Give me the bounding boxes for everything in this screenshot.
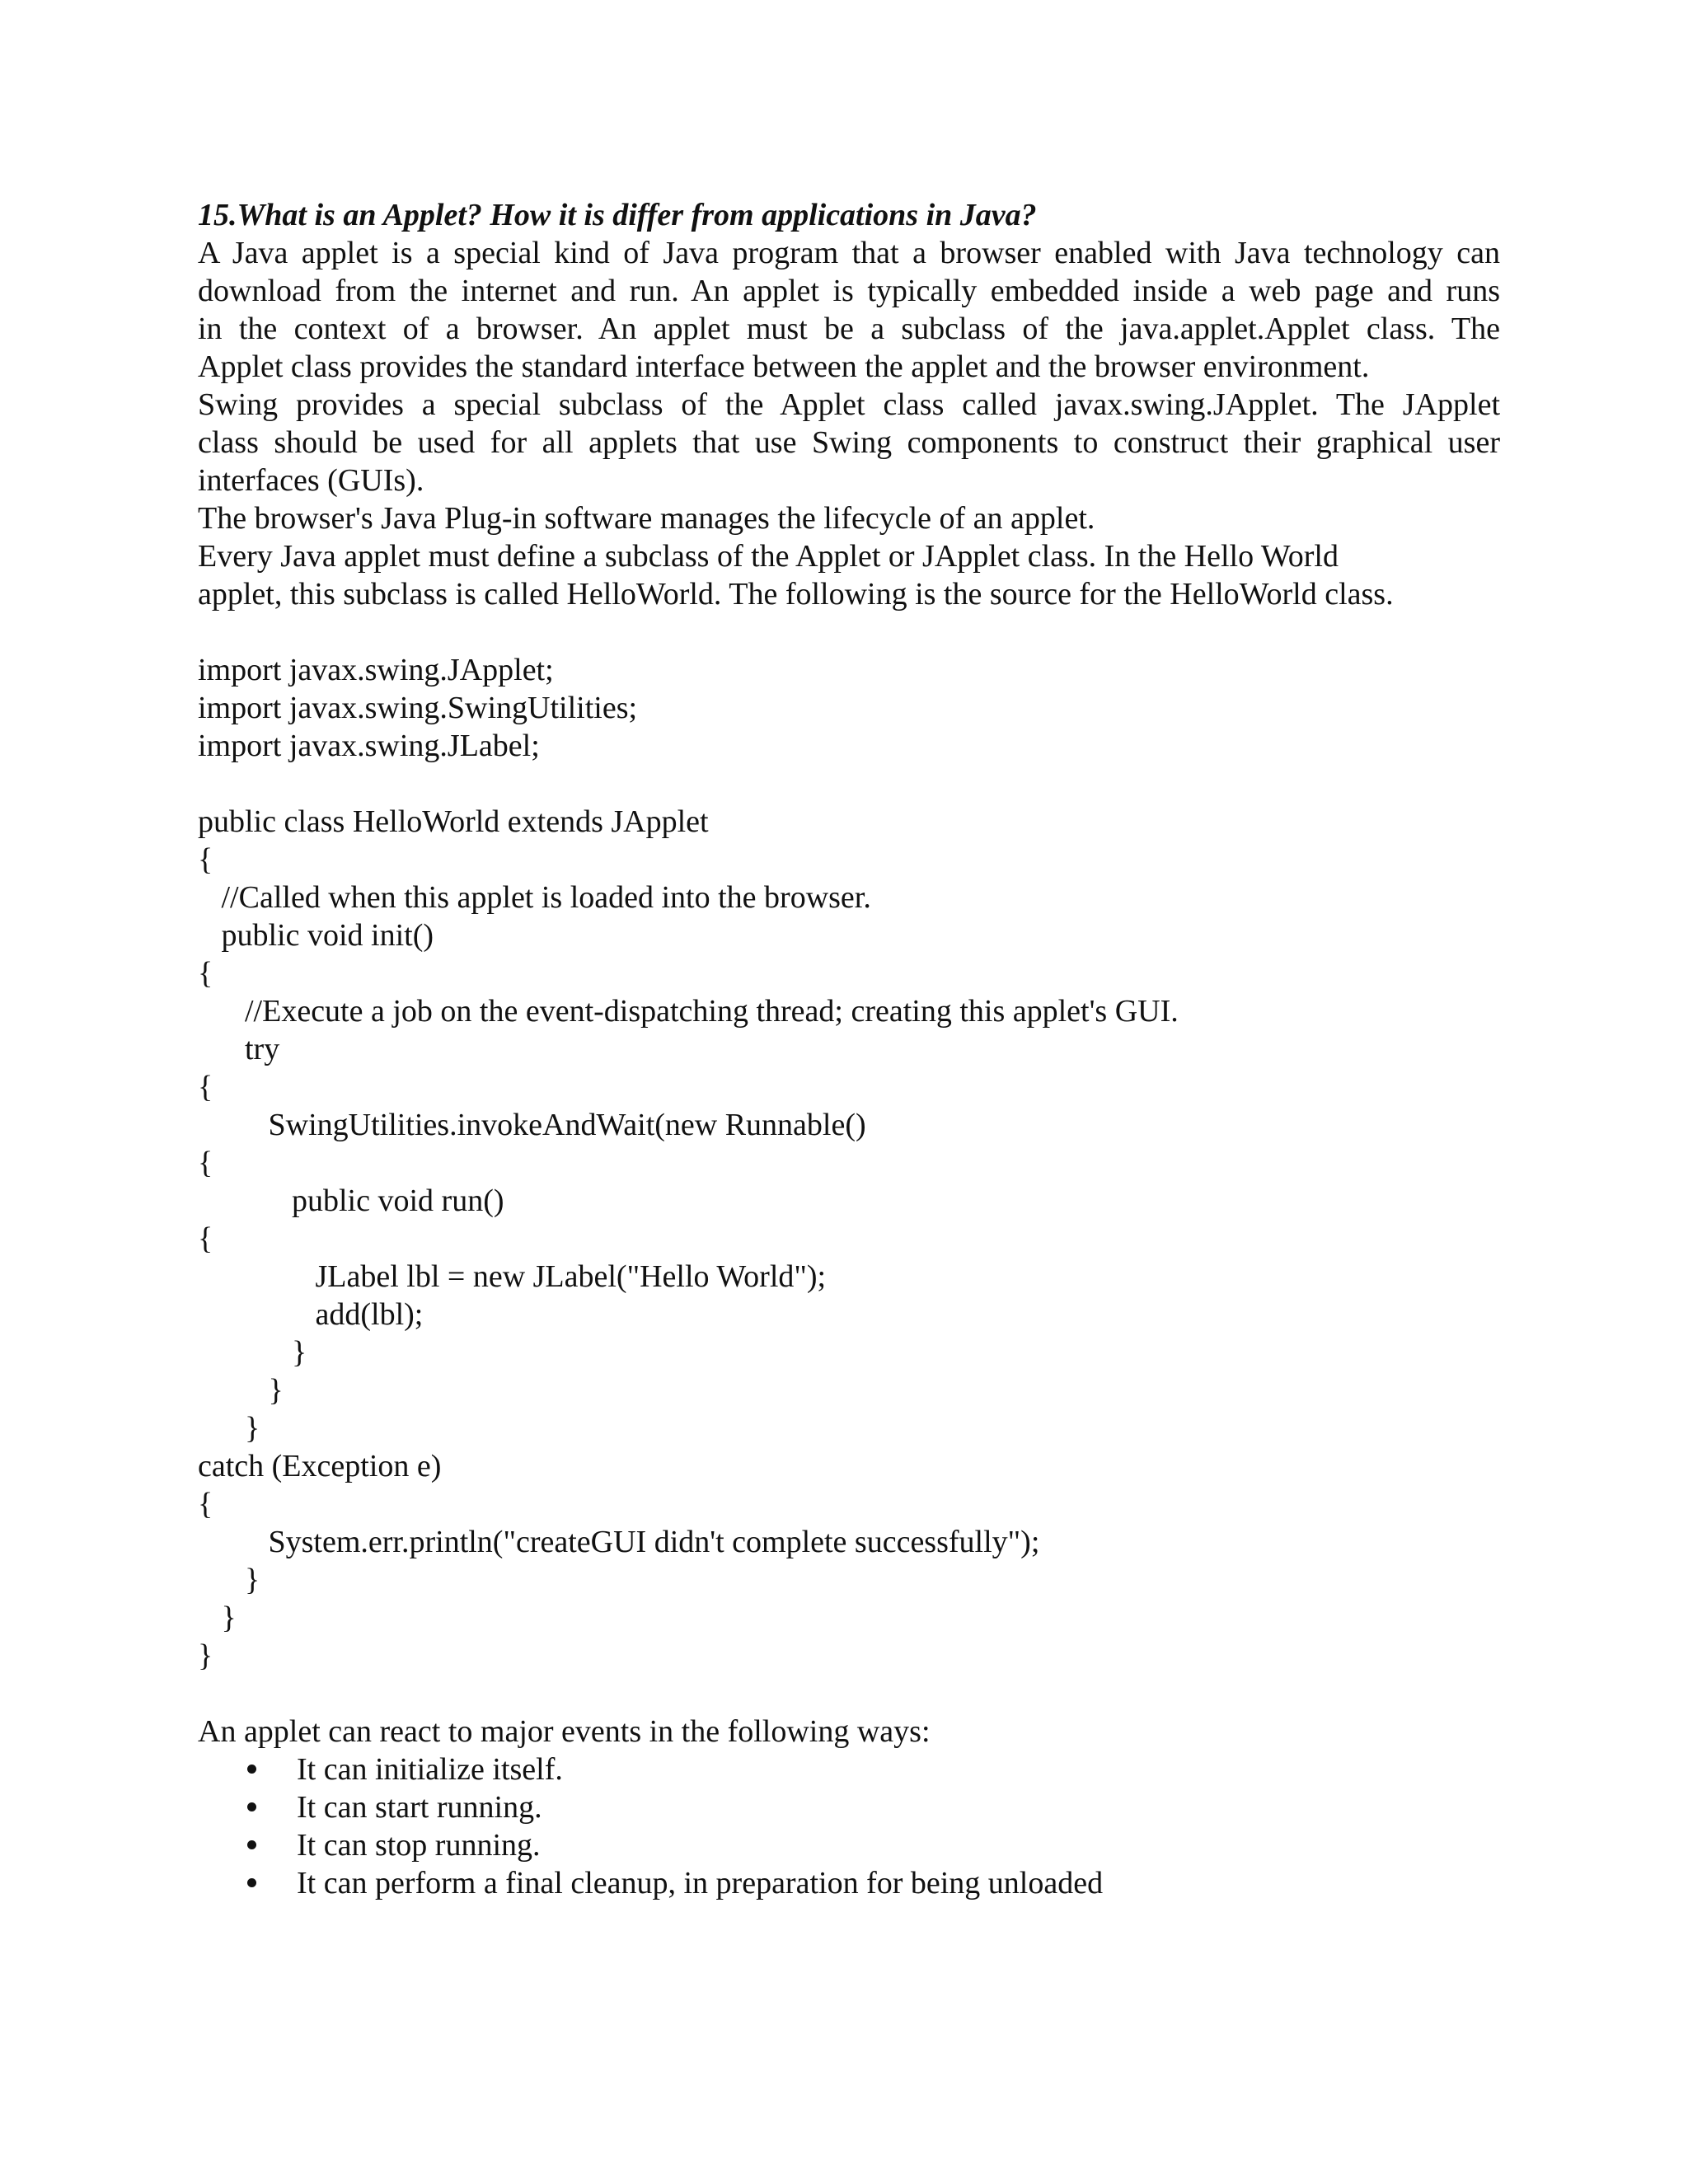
import-line: import javax.swing.JLabel; [198,729,540,763]
code-line: { [198,956,213,991]
code-line: } [198,1411,260,1446]
code-line: } [198,1335,307,1370]
bullet-icon [247,1878,256,1887]
intro-line: applet, this subclass is called HelloWorld. The following is the source for the HelloWorld class. [198,577,1394,612]
events-intro: An applet can react to major events in the following ways: [198,1714,931,1749]
code-line: public void init() [198,918,434,953]
intro-line: interfaces (GUIs). [198,463,424,498]
intro-line: A Java applet is a special kind of Java program that a browser enabled with Java technology can [198,236,1500,270]
code-line: { [198,842,213,877]
list-item [198,1750,1500,1788]
code-line: } [198,1563,260,1597]
code-line: catch (Exception e) [198,1449,442,1483]
code-line: { [198,1487,213,1521]
document-body [198,196,1500,1902]
events-list [198,1750,1500,1902]
code-line: } [198,1601,237,1635]
list-item-text: It can stop running. [297,1828,541,1863]
intro-line: The browser's Java Plug-in software manages the lifecycle of an applet. [198,501,1095,536]
list-item-text: It can initialize itself. [297,1752,563,1787]
intro-line: download from the internet and run. An applet is typically embedded inside a web page and runs [198,274,1500,308]
intro-line: in the context of a browser. An applet must be a subclass of the java.applet.Applet class. The [198,312,1500,346]
code-line: //Called when this applet is loaded into the browser. [198,880,871,915]
code-line: public class HelloWorld extends JApplet [198,804,709,839]
intro-line: class should be used for all applets that use Swing components to construct their graphical user [198,425,1500,460]
list-item [198,1864,1500,1902]
spacer [198,765,1500,803]
code-line: } [198,1638,213,1673]
code-line: //Execute a job on the event-dispatching thread; creating this applet's GUI. [198,994,1179,1029]
spacer [198,1675,1500,1713]
import-line: import javax.swing.SwingUtilities; [198,691,638,725]
intro-paragraph [198,234,1500,613]
code-line: System.err.println("createGUI didn't complete successfully"); [198,1525,1040,1559]
intro-line: Swing provides a special subclass of the Applet class called javax.swing.JApplet. The JApplet [198,387,1500,422]
code-line: { [198,1070,213,1104]
bullet-icon [247,1840,256,1849]
intro-line: Applet class provides the standard interface between the applet and the browser environment. [198,349,1370,384]
code-line: { [198,1221,213,1256]
list-item [198,1826,1500,1864]
intro-line: Every Java applet must define a subclass of the Applet or JApplet class. In the Hello World [198,539,1339,574]
code-line: public void run() [198,1183,504,1218]
list-item [198,1788,1500,1826]
code-line: try [198,1032,280,1066]
code-line: } [198,1373,284,1408]
code-line: SwingUtilities.invokeAndWait(new Runnable() [198,1108,866,1142]
code-block [198,803,1500,1675]
import-block [198,651,1500,765]
list-item-text: It can start running. [297,1790,542,1825]
list-item-text: It can perform a final cleanup, in preparation for being unloaded [297,1866,1104,1900]
code-line: JLabel lbl = new JLabel("Hello World"); [198,1259,827,1294]
bullet-icon [247,1765,256,1774]
question-heading: 15.What is an Applet? How it is differ from applications in Java? [198,198,1037,232]
code-line: add(lbl); [198,1297,424,1332]
code-line: { [198,1146,213,1180]
spacer [198,613,1500,651]
import-line: import javax.swing.JApplet; [198,653,554,687]
bullet-icon [247,1802,256,1811]
